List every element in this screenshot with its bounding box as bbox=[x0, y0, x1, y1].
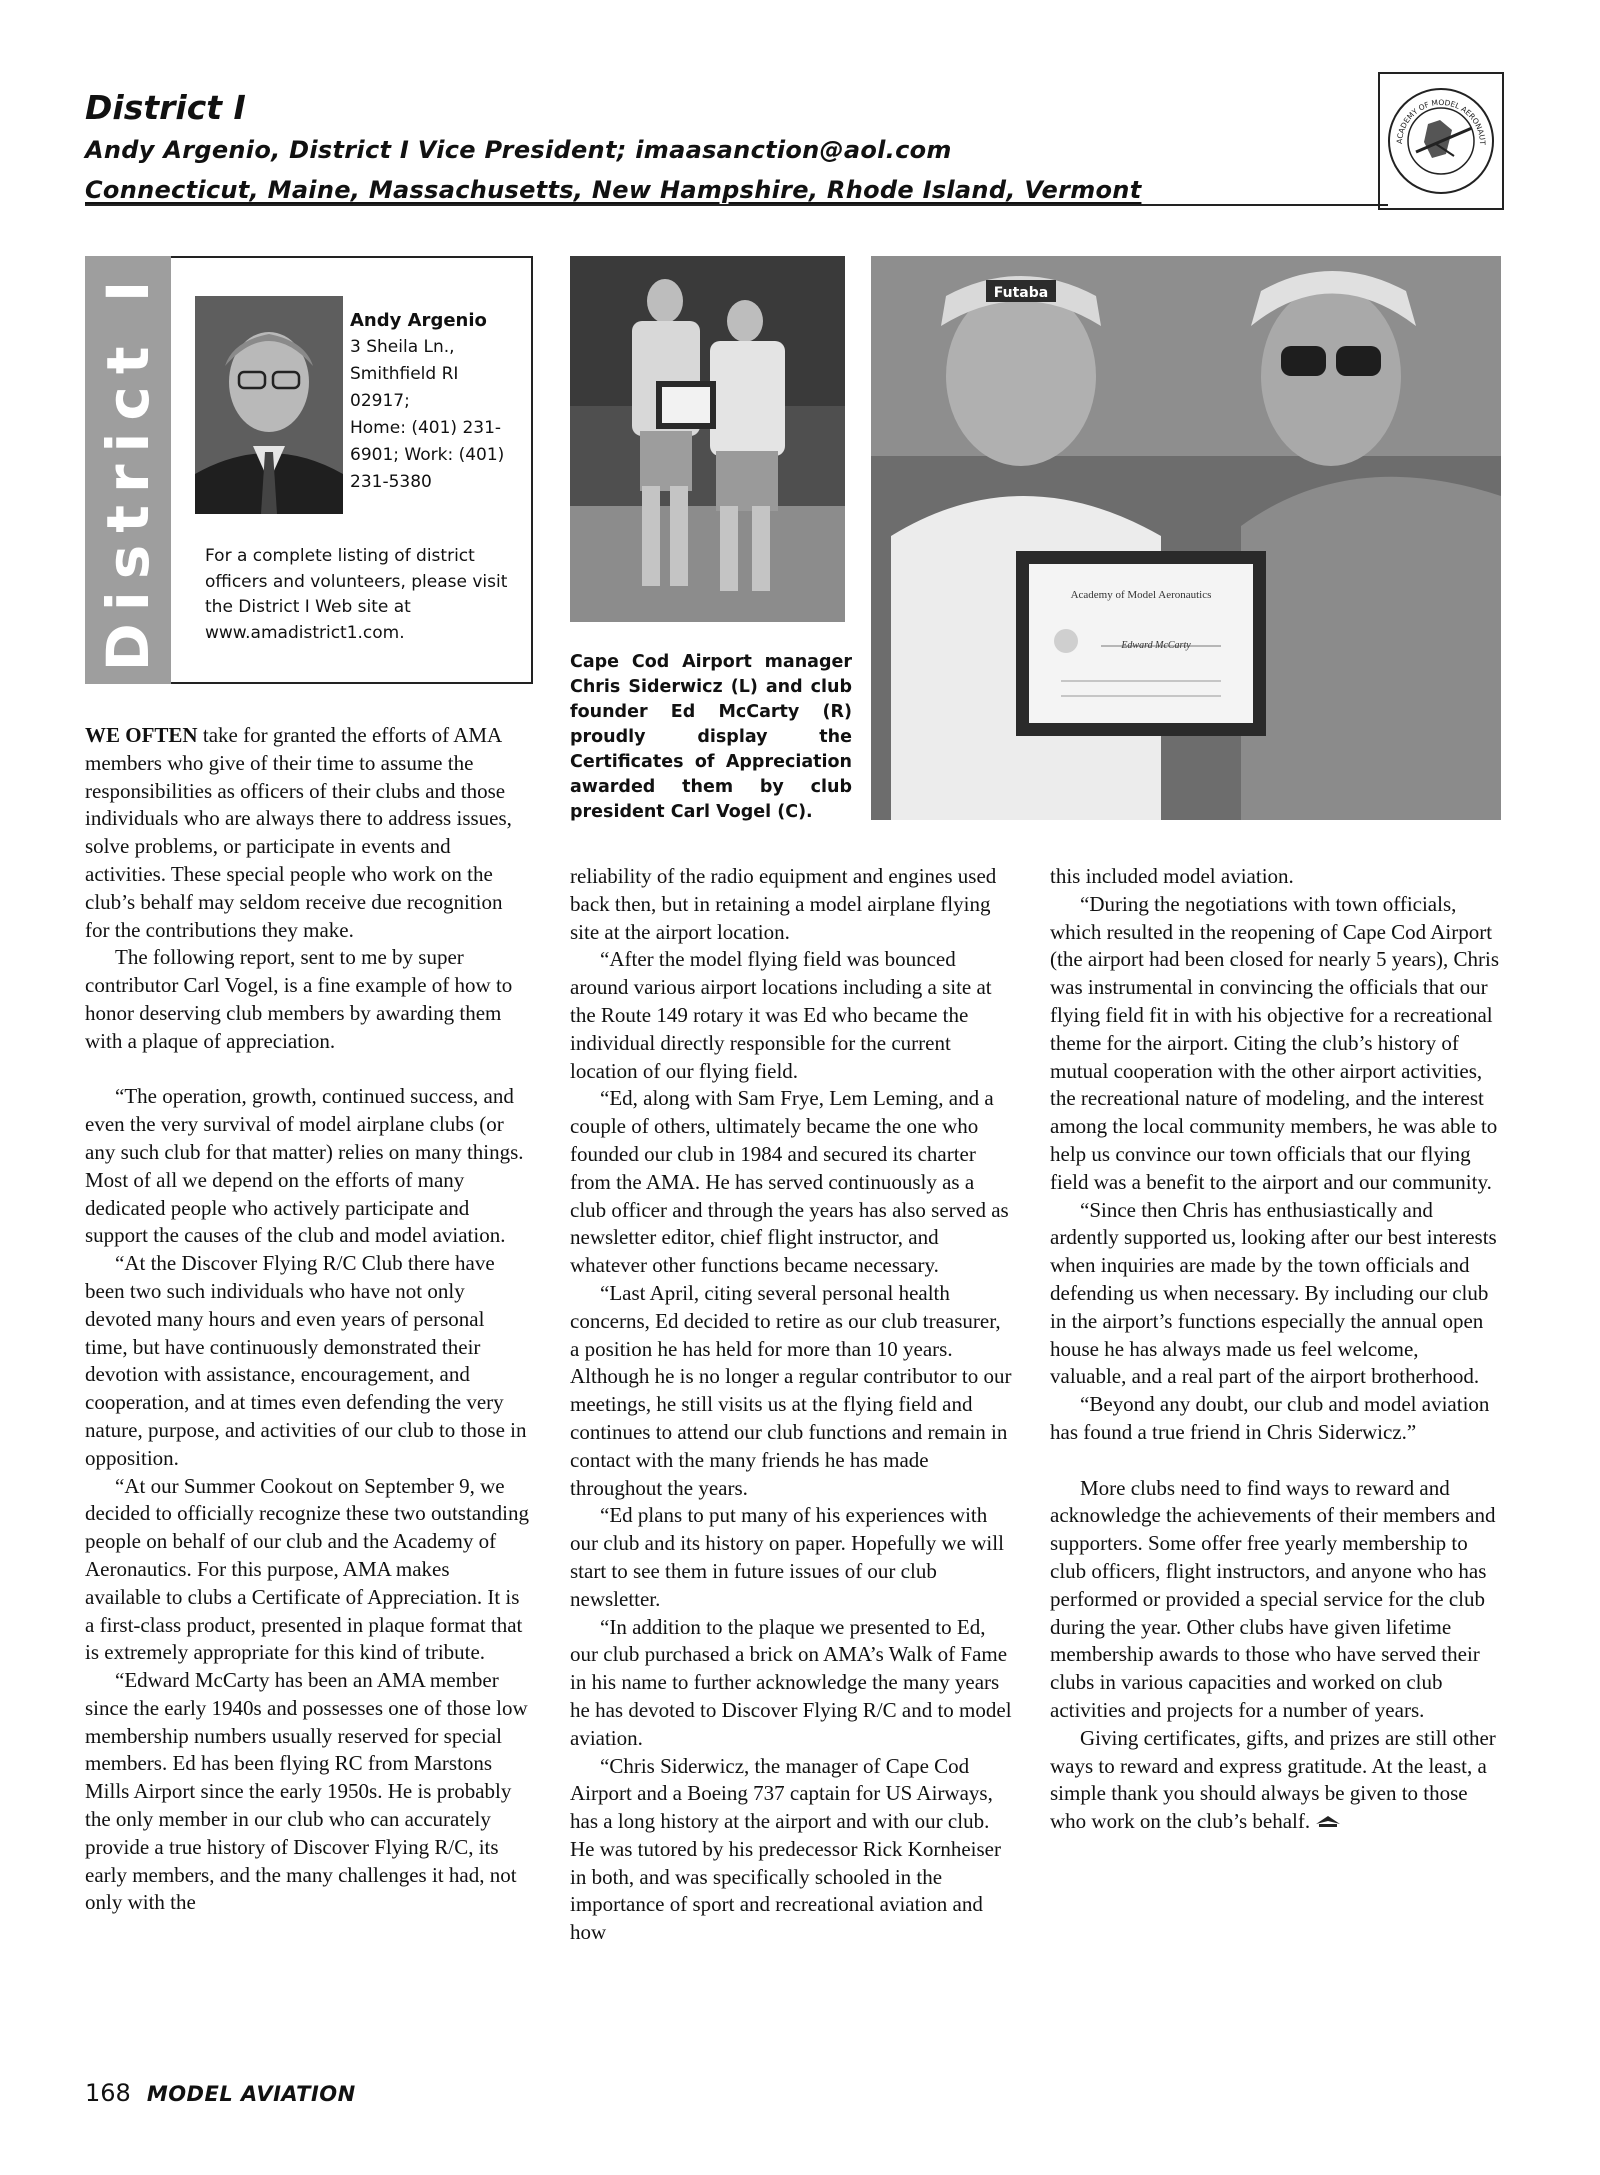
article-paragraph: “In addition to the plaque we presented to Ed, our club purchased a brick on AMA’s Walk of Fame in his name to further acknowledge the many years he has devoted to Discover Flying R/C and to model aviation. bbox=[570, 1614, 1012, 1750]
article-paragraph: “After the model flying field was bounced around various airport locations including a site at the Route 149 rotary it was Ed who became the individual directly responsible for the current location of our flying field. bbox=[570, 947, 992, 1083]
article-column-3 bbox=[1050, 863, 1500, 1836]
contact-line: 02917; bbox=[350, 391, 410, 411]
article-paragraph: “Ed, along with Sam Frye, Lem Leming, and a couple of others, ultimately became the one who founded our club in 1984 and secured its charter from the AMA. He has served continuously as a club officer and through the years has also served as newsletter editor, chief flight instructor, and whatever other functions became necessary. bbox=[570, 1086, 1009, 1278]
article-paragraph: More clubs need to find ways to reward and acknowledge the achievements of their members and supporters. Some offer free yearly membership to club officers, flight instructors, and anyone who has performed or provided a special service for the club during the year. Other clubs have given lifetime membership awards to those who have served their clubs in various capacities and worked on club activities and projects for a number of years. bbox=[1050, 1475, 1496, 1722]
magazine-name: MODEL AVIATION bbox=[146, 2082, 356, 2106]
vice-president-line: Andy Argenio, District I Vice President; imaasanction@aol.com bbox=[85, 136, 952, 164]
contact-line: 3 Sheila Ln., bbox=[350, 337, 455, 357]
page-footer bbox=[85, 2079, 356, 2107]
article-paragraph: WE OFTEN take for granted the efforts of AMA members who give of their time to assume the responsibilities as officers of their clubs and those individuals who are always there to address issues, solve problems, or participate in events and activities. These special people who work on the club’s behalf may seldom receive due recognition for the contributions they make. bbox=[85, 723, 512, 942]
district-states: Connecticut, Maine, Massachusetts, New Hampshire, Rhode Island, Vermont bbox=[85, 176, 1142, 204]
header-rule bbox=[85, 204, 1388, 206]
section-title: District I bbox=[85, 88, 246, 127]
contact-line: 231-5380 bbox=[350, 472, 432, 492]
ama-district-logo bbox=[1378, 72, 1504, 210]
page-number: 168 bbox=[85, 2079, 131, 2107]
district-side-label: District I bbox=[94, 268, 162, 672]
article-paragraph: “The operation, growth, continued success, and even the very survival of model airplane clubs (or any such club for that matter) relies on many things. Most of all we depend on the efforts of many dedicated people who actively participate and support the causes of the club and model aviation. bbox=[85, 1084, 524, 1248]
andy-argenio-portrait bbox=[195, 296, 343, 514]
contact-name: Andy Argenio bbox=[350, 310, 487, 331]
article-paragraph: “At our Summer Cookout on September 9, we decided to officially recognize these two outstanding people on behalf of our club and the Academy of Aeronautics. For this purpose, AMA makes available to clubs a Certificate of Appreciation. It is a first-class product, presented in plaque format that is extremely appropriate for this kind of tribute. bbox=[85, 1473, 529, 1665]
club-members-photo bbox=[570, 256, 845, 622]
ama-end-mark-icon bbox=[1315, 1814, 1341, 1828]
certificate-presentation-photo bbox=[871, 256, 1501, 820]
contact-line: 6901; Work: (401) bbox=[350, 445, 505, 465]
lead-in: WE OFTEN bbox=[85, 723, 198, 747]
article-paragraph: “Since then Chris has enthusiastically and ardently supported us, looking after our best interests when inquiries are made by the town officials and defending us when necessary. By including our club in the airport’s functions especially the annual open house he has always made us feel welcome, valuable, and a real part of the airport brotherhood. bbox=[1050, 1197, 1497, 1389]
article-paragraph: The following report, sent to me by super contributor Carl Vogel, is a fine example of how to honor deserving club members by awarding them with a plaque of appreciation. bbox=[85, 945, 513, 1053]
hat-brand-text: Futaba bbox=[993, 285, 1049, 301]
certificate-name-text: Edward McCarty bbox=[1121, 640, 1191, 651]
article-paragraph: “Beyond any doubt, our club and model aviation has found a true friend in Chris Siderwicz.” bbox=[1050, 1392, 1490, 1444]
article-paragraph: “Chris Siderwicz, the manager of Cape Cod Airport and a Boeing 737 captain for US Airways, has a long history at the airport and with our club. He was tutored by his predecessor Rick Kornheiser in both, and was specifically schooled in the importance of sport and recreational aviation and how bbox=[570, 1753, 1001, 1945]
article-paragraph: “At the Discover Flying R/C Club there have been two such individuals who have not only devoted many hours and even years of personal time, but have continuously demonstrated their devotion with assistance, encouragement, and cooperation, and at times even defending the very nature, purpose, and activities of our club to those in opposition. bbox=[85, 1251, 527, 1470]
article-paragraph: this included model aviation. bbox=[1050, 864, 1294, 888]
certificate-title-text: Academy of Model Aeronautics bbox=[1070, 589, 1212, 601]
article-paragraph: reliability of the radio equipment and engines used back then, but in retaining a model airplane flying site at the airport location. bbox=[570, 864, 997, 944]
article-paragraph: “Edward McCarty has been an AMA member since the early 1940s and possesses one of those low membership numbers usually reserved for special members. Ed has been flying RC from Marstons Mills Airport since the early 1950s. He is probably the only member in our club who can accurately provide a true history of Discover Flying R/C, its early members, and the many challenges it had, not only with the bbox=[85, 1668, 528, 1915]
article-column-1 bbox=[85, 722, 530, 1917]
contact-line: Smithfield RI bbox=[350, 364, 459, 384]
photo-caption: Cape Cod Airport manager Chris Siderwicz (L) and club founder Ed McCarty (R) proudly display the Certificates of Appreciation awarded them by club president Carl Vogel (C). bbox=[570, 652, 852, 822]
article-paragraph: “During the negotiations with town officials, which resulted in the reopening of Cape Cod Airport (the airport had been closed for nearly 5 years), Chris was instrumental in convincing the officials that our flying field fit in with his objective for a recreational theme for the airport. Citing the club’s history of mutual cooperation with the other airport activities, the recreational nature of modeling, and the interest among the local community members, he was able to help us convince our town officials that our flying field was a benefit to the airport and our community. bbox=[1050, 891, 1499, 1194]
article-column-2 bbox=[570, 863, 1015, 1947]
article-paragraph: Giving certificates, gifts, and prizes are still other ways to reward and express gratitude. At the least, a simple thank you should always be given to those who work on the club’s behalf. bbox=[1050, 1725, 1496, 1834]
contact-details bbox=[350, 307, 535, 496]
article-paragraph: “Last April, citing several personal health concerns, Ed decided to retire as our club treasurer, a position he has held for more than 10 years. Although he is no longer a regular contributor to our meetings, he still visits us at the flying field and continues to attend our club functions and remain in contact with the many friends he has made throughout the years. bbox=[570, 1280, 1012, 1500]
logo-ring-text: ACADEMY OF MODEL AERONAUT bbox=[1394, 97, 1488, 146]
listing-note: For a complete listing of district officers and volunteers, please visit the District I Web site at www.amadistrict1.com. bbox=[205, 546, 508, 643]
contact-line: Home: (401) 231- bbox=[350, 418, 502, 438]
article-paragraph: “Ed plans to put many of his experiences with our club and its history on paper. Hopefully we will start to see them in future issues of our club newsletter. bbox=[570, 1503, 1004, 1611]
